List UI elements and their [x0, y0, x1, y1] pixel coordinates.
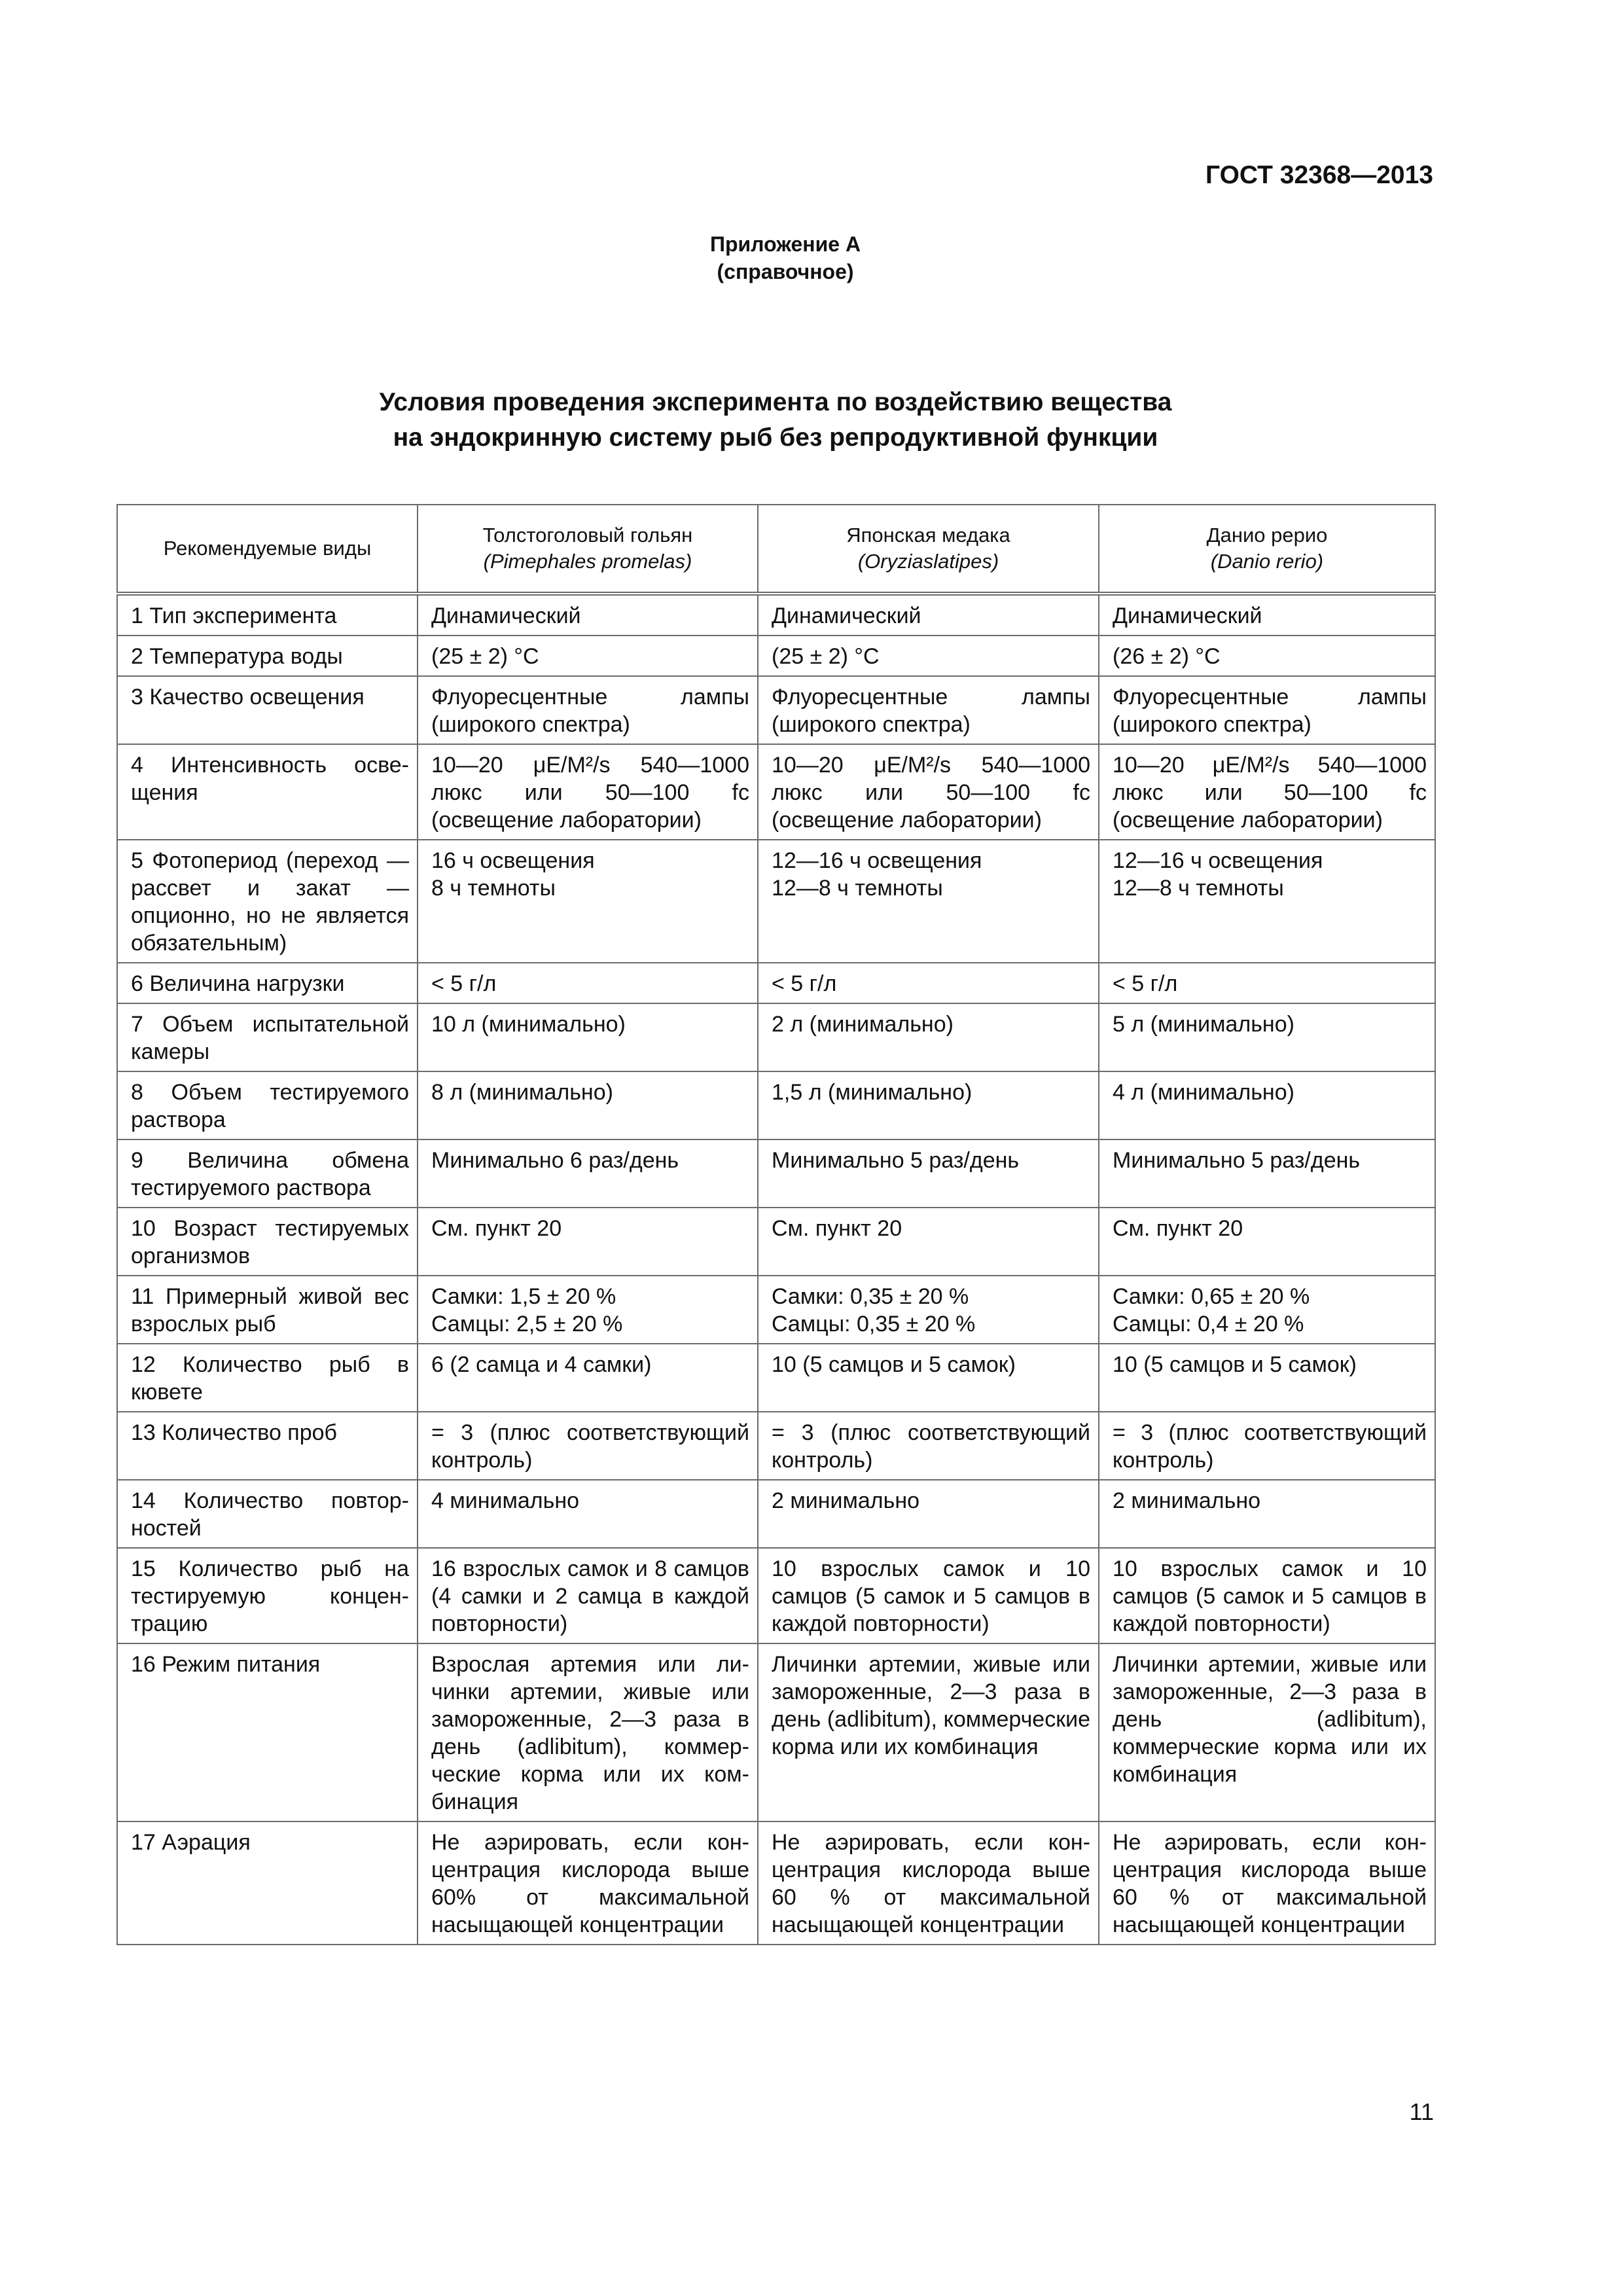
value-cell: [1099, 1548, 1435, 1643]
parameter-cell: 5 Фотопериод (переход — рассвет и закат — опционно, но не является обязательным): [117, 840, 418, 963]
value-line: (25 ± 2) °C: [431, 644, 539, 669]
parameter-cell: 16 Режим питания: [117, 1643, 418, 1821]
value-cell: [1099, 1276, 1435, 1344]
value-cell: [1099, 1071, 1435, 1139]
species-latin-name: (Pimephales promelas): [483, 550, 692, 573]
parameter-cell: 3 Качество освещения: [117, 676, 418, 744]
value-line: Личинки артемии, живые или замороженные, 2—3 раза в день (adlibitum), коммерческие корма или их комбинация: [772, 1652, 1090, 1759]
value-line: = 3 (плюс соответствующий контроль): [431, 1420, 749, 1473]
value-cell: [418, 676, 758, 744]
title-line-2: на эндокринную систему рыб без репродуктивной функции: [393, 423, 1158, 452]
value-line: Минимально 5 раз/день: [1113, 1148, 1361, 1173]
value-cell: [418, 840, 758, 963]
value-line: Самки: 0,35 ± 20 %: [772, 1284, 969, 1309]
parameter-cell: 15 Количество рыб на тестируемую концентрацию: [117, 1548, 418, 1643]
value-cell: [758, 676, 1099, 744]
table-row: [117, 1139, 1435, 1208]
appendix-type: (справочное): [717, 260, 854, 283]
value-cell: [1099, 1643, 1435, 1821]
species-latin-name: (Danio rerio): [1210, 550, 1324, 573]
value-line: Не аэрировать, если концентрация кислорода выше 60 % от максимальной насыщающей концентрации: [772, 1830, 1090, 1937]
value-line: 10 (5 самцов и 5 самок): [772, 1352, 1016, 1377]
table-row: [117, 1208, 1435, 1276]
value-line: (26 ± 2) °C: [1113, 644, 1221, 669]
value-cell: [1099, 1003, 1435, 1071]
value-line: 6 (2 самца и 4 самки): [431, 1352, 652, 1377]
value-cell: [418, 1821, 758, 1945]
value-line: 8 л (минимально): [431, 1080, 613, 1105]
value-line: < 5 г/л: [1113, 971, 1178, 996]
value-line: 10—20 μE/M²/s 540—1000 люкс или 50—100 fc (освещение лаборатории): [1113, 753, 1427, 833]
appendix-heading: [0, 230, 1571, 285]
value-cell: [758, 1480, 1099, 1548]
value-line: Минимально 5 раз/день: [772, 1148, 1020, 1173]
value-line: Флуоресцентные лампы (широкого спектра): [431, 685, 749, 737]
value-line: Флуоресцентные лампы (широкого спектра): [1113, 685, 1427, 737]
value-cell: [758, 1071, 1099, 1139]
value-cell: [758, 1821, 1099, 1945]
species-common-name: Японская медака: [846, 524, 1010, 547]
title-line-1: Условия проведения эксперимента по воздействию вещества: [379, 388, 1172, 416]
value-cell: [418, 1003, 758, 1071]
species-common-name: Данио рерио: [1206, 524, 1328, 547]
value-line: 10—20 μE/M²/s 540—1000 люкс или 50—100 fc (освещение лаборатории): [772, 753, 1090, 833]
parameter-cell: 11 Примерный живой вес взрослых рыб: [117, 1276, 418, 1344]
value-line: 8 ч темноты: [431, 876, 556, 901]
value-line: Не аэрировать, если концентрация кислорода выше 60% от максимальной насыщающей концентрации: [431, 1830, 749, 1937]
value-cell: [418, 594, 758, 636]
value-cell: [1099, 1208, 1435, 1276]
value-cell: [418, 1412, 758, 1480]
value-cell: [418, 1276, 758, 1344]
value-cell: [1099, 963, 1435, 1003]
value-line: Самцы: 0,35 ± 20 %: [772, 1312, 976, 1336]
parameter-cell: 13 Количество проб: [117, 1412, 418, 1480]
table-row: [117, 1071, 1435, 1139]
species-common-name: Толстоголовый гольян: [482, 524, 693, 547]
table-row: [117, 1548, 1435, 1643]
value-line: 10 взрослых самок и 10 самцов (5 самок и 5 самцов в каждой повторности): [772, 1556, 1090, 1636]
value-line: 2 л (минимально): [772, 1012, 954, 1037]
parameter-cell: 1 Тип эксперимента: [117, 594, 418, 636]
value-line: 16 ч освещения: [431, 848, 595, 873]
value-cell: [1099, 744, 1435, 840]
value-line: Самцы: 2,5 ± 20 %: [431, 1312, 623, 1336]
value-line: < 5 г/л: [772, 971, 837, 996]
value-cell: [758, 1344, 1099, 1412]
value-line: Не аэрировать, если концентрация кислорода выше 60 % от максимальной насыщающей концентрации: [1113, 1830, 1427, 1937]
parameter-cell: 9 Величина обмена тестируемого раствора: [117, 1139, 418, 1208]
value-cell: [1099, 1139, 1435, 1208]
value-cell: [1099, 636, 1435, 676]
value-line: Личинки артемии, живые или замороженные, 2—3 раза в день (adlibitum), коммерческие корма или их комбинация: [1113, 1652, 1427, 1787]
value-line: 16 взрослых самок и 8 самцов (4 самки и 2 самца в каждой повторности): [431, 1556, 749, 1636]
value-line: = 3 (плюс соответствующий контроль): [1113, 1420, 1427, 1473]
parameter-cell: 12 Количество рыб в кювете: [117, 1344, 418, 1412]
table-row: [117, 594, 1435, 636]
value-cell: [418, 1208, 758, 1276]
value-cell: [1099, 676, 1435, 744]
table-row: [117, 840, 1435, 963]
value-cell: [418, 1071, 758, 1139]
value-cell: [758, 1139, 1099, 1208]
table-row: [117, 1643, 1435, 1821]
value-line: 2 минимально: [772, 1488, 920, 1513]
value-cell: [1099, 1821, 1435, 1945]
value-cell: [758, 1412, 1099, 1480]
page-number: 11: [1409, 2098, 1434, 2125]
table-row: [117, 636, 1435, 676]
document-code: ГОСТ 32368—2013: [1205, 161, 1433, 189]
value-line: Динамический: [772, 603, 921, 628]
value-cell: [1099, 840, 1435, 963]
value-line: < 5 г/л: [431, 971, 497, 996]
value-line: 12—8 ч темноты: [772, 876, 943, 901]
table-row: [117, 1821, 1435, 1945]
value-cell: [418, 1643, 758, 1821]
value-cell: [418, 963, 758, 1003]
parameter-cell: 10 Возраст тестируемых организмов: [117, 1208, 418, 1276]
value-line: 10 (5 самцов и 5 самок): [1113, 1352, 1357, 1377]
value-cell: [758, 1276, 1099, 1344]
value-cell: [758, 744, 1099, 840]
table-row: [117, 744, 1435, 840]
parameter-cell: 2 Температура воды: [117, 636, 418, 676]
value-line: Самцы: 0,4 ± 20 %: [1113, 1312, 1304, 1336]
parameter-cell: 4 Интенсивность освещения: [117, 744, 418, 840]
header-species-zebrafish: [1099, 505, 1435, 594]
value-line: 10—20 μE/M²/s 540—1000 люкс или 50—100 fc (освещение лаборатории): [431, 753, 749, 833]
value-line: (25 ± 2) °C: [772, 644, 880, 669]
value-cell: [758, 594, 1099, 636]
parameter-cell: 17 Аэрация: [117, 1821, 418, 1945]
value-line: 12—16 ч освещения: [772, 848, 982, 873]
value-line: 12—16 ч освещения: [1113, 848, 1323, 873]
value-line: 4 л (минимально): [1113, 1080, 1294, 1105]
value-cell: [758, 1208, 1099, 1276]
value-line: Динамический: [431, 603, 581, 628]
value-line: 12—8 ч темноты: [1113, 876, 1284, 901]
value-cell: [418, 1344, 758, 1412]
header-species-fathead-minnow: [418, 505, 758, 594]
table-row: [117, 1276, 1435, 1344]
table-row: [117, 676, 1435, 744]
appendix-label: Приложение А: [709, 232, 861, 256]
parameter-cell: 14 Количество повторностей: [117, 1480, 418, 1548]
value-line: Динамический: [1113, 603, 1262, 628]
value-cell: [418, 1548, 758, 1643]
value-line: Самки: 0,65 ± 20 %: [1113, 1284, 1310, 1309]
value-line: Флуоресцентные лампы (широкого спектра): [772, 685, 1090, 737]
value-line: Минимально 6 раз/день: [431, 1148, 679, 1173]
table-row: [117, 1344, 1435, 1412]
parameter-cell: 6 Величина нагрузки: [117, 963, 418, 1003]
table-body: [117, 594, 1435, 1945]
page-title: [116, 385, 1435, 456]
parameter-cell: 7 Объем испытательной камеры: [117, 1003, 418, 1071]
value-line: 4 минимально: [431, 1488, 580, 1513]
value-cell: [1099, 594, 1435, 636]
value-cell: [758, 1548, 1099, 1643]
value-line: Самки: 1,5 ± 20 %: [431, 1284, 616, 1309]
table-row: [117, 1480, 1435, 1548]
value-line: = 3 (плюс соответствующий контроль): [772, 1420, 1090, 1473]
conditions-table: [116, 504, 1436, 1945]
value-line: См. пункт 20: [431, 1216, 562, 1241]
header-recommended-species: Рекомендуемые виды: [117, 505, 418, 594]
table-header-row: [117, 505, 1435, 594]
header-species-medaka: [758, 505, 1099, 594]
table-row: [117, 1412, 1435, 1480]
value-cell: [418, 636, 758, 676]
value-line: 5 л (минимально): [1113, 1012, 1294, 1037]
table-row: [117, 963, 1435, 1003]
value-cell: [1099, 1480, 1435, 1548]
value-line: 1,5 л (минимально): [772, 1080, 972, 1105]
value-cell: [1099, 1412, 1435, 1480]
value-cell: [758, 636, 1099, 676]
value-cell: [758, 963, 1099, 1003]
value-line: 10 взрослых самок и 10 самцов (5 самок и 5 самцов в каждой повторности): [1113, 1556, 1427, 1636]
value-line: 2 минимально: [1113, 1488, 1261, 1513]
value-cell: [418, 1480, 758, 1548]
species-latin-name: (Oryziaslatipes): [857, 550, 999, 573]
value-line: См. пункт 20: [772, 1216, 902, 1241]
value-cell: [418, 744, 758, 840]
parameter-cell: 8 Объем тестируемого раствора: [117, 1071, 418, 1139]
value-line: 10 л (минимально): [431, 1012, 626, 1037]
table-row: [117, 1003, 1435, 1071]
value-cell: [758, 840, 1099, 963]
value-line: См. пункт 20: [1113, 1216, 1243, 1241]
value-line: Взрослая артемия или личинки артемии, живые или замороженные, 2—3 раза в день (adlibitum), коммерческие корма или их комбинация: [431, 1652, 749, 1814]
value-cell: [758, 1003, 1099, 1071]
value-cell: [758, 1643, 1099, 1821]
value-cell: [418, 1139, 758, 1208]
value-cell: [1099, 1344, 1435, 1412]
